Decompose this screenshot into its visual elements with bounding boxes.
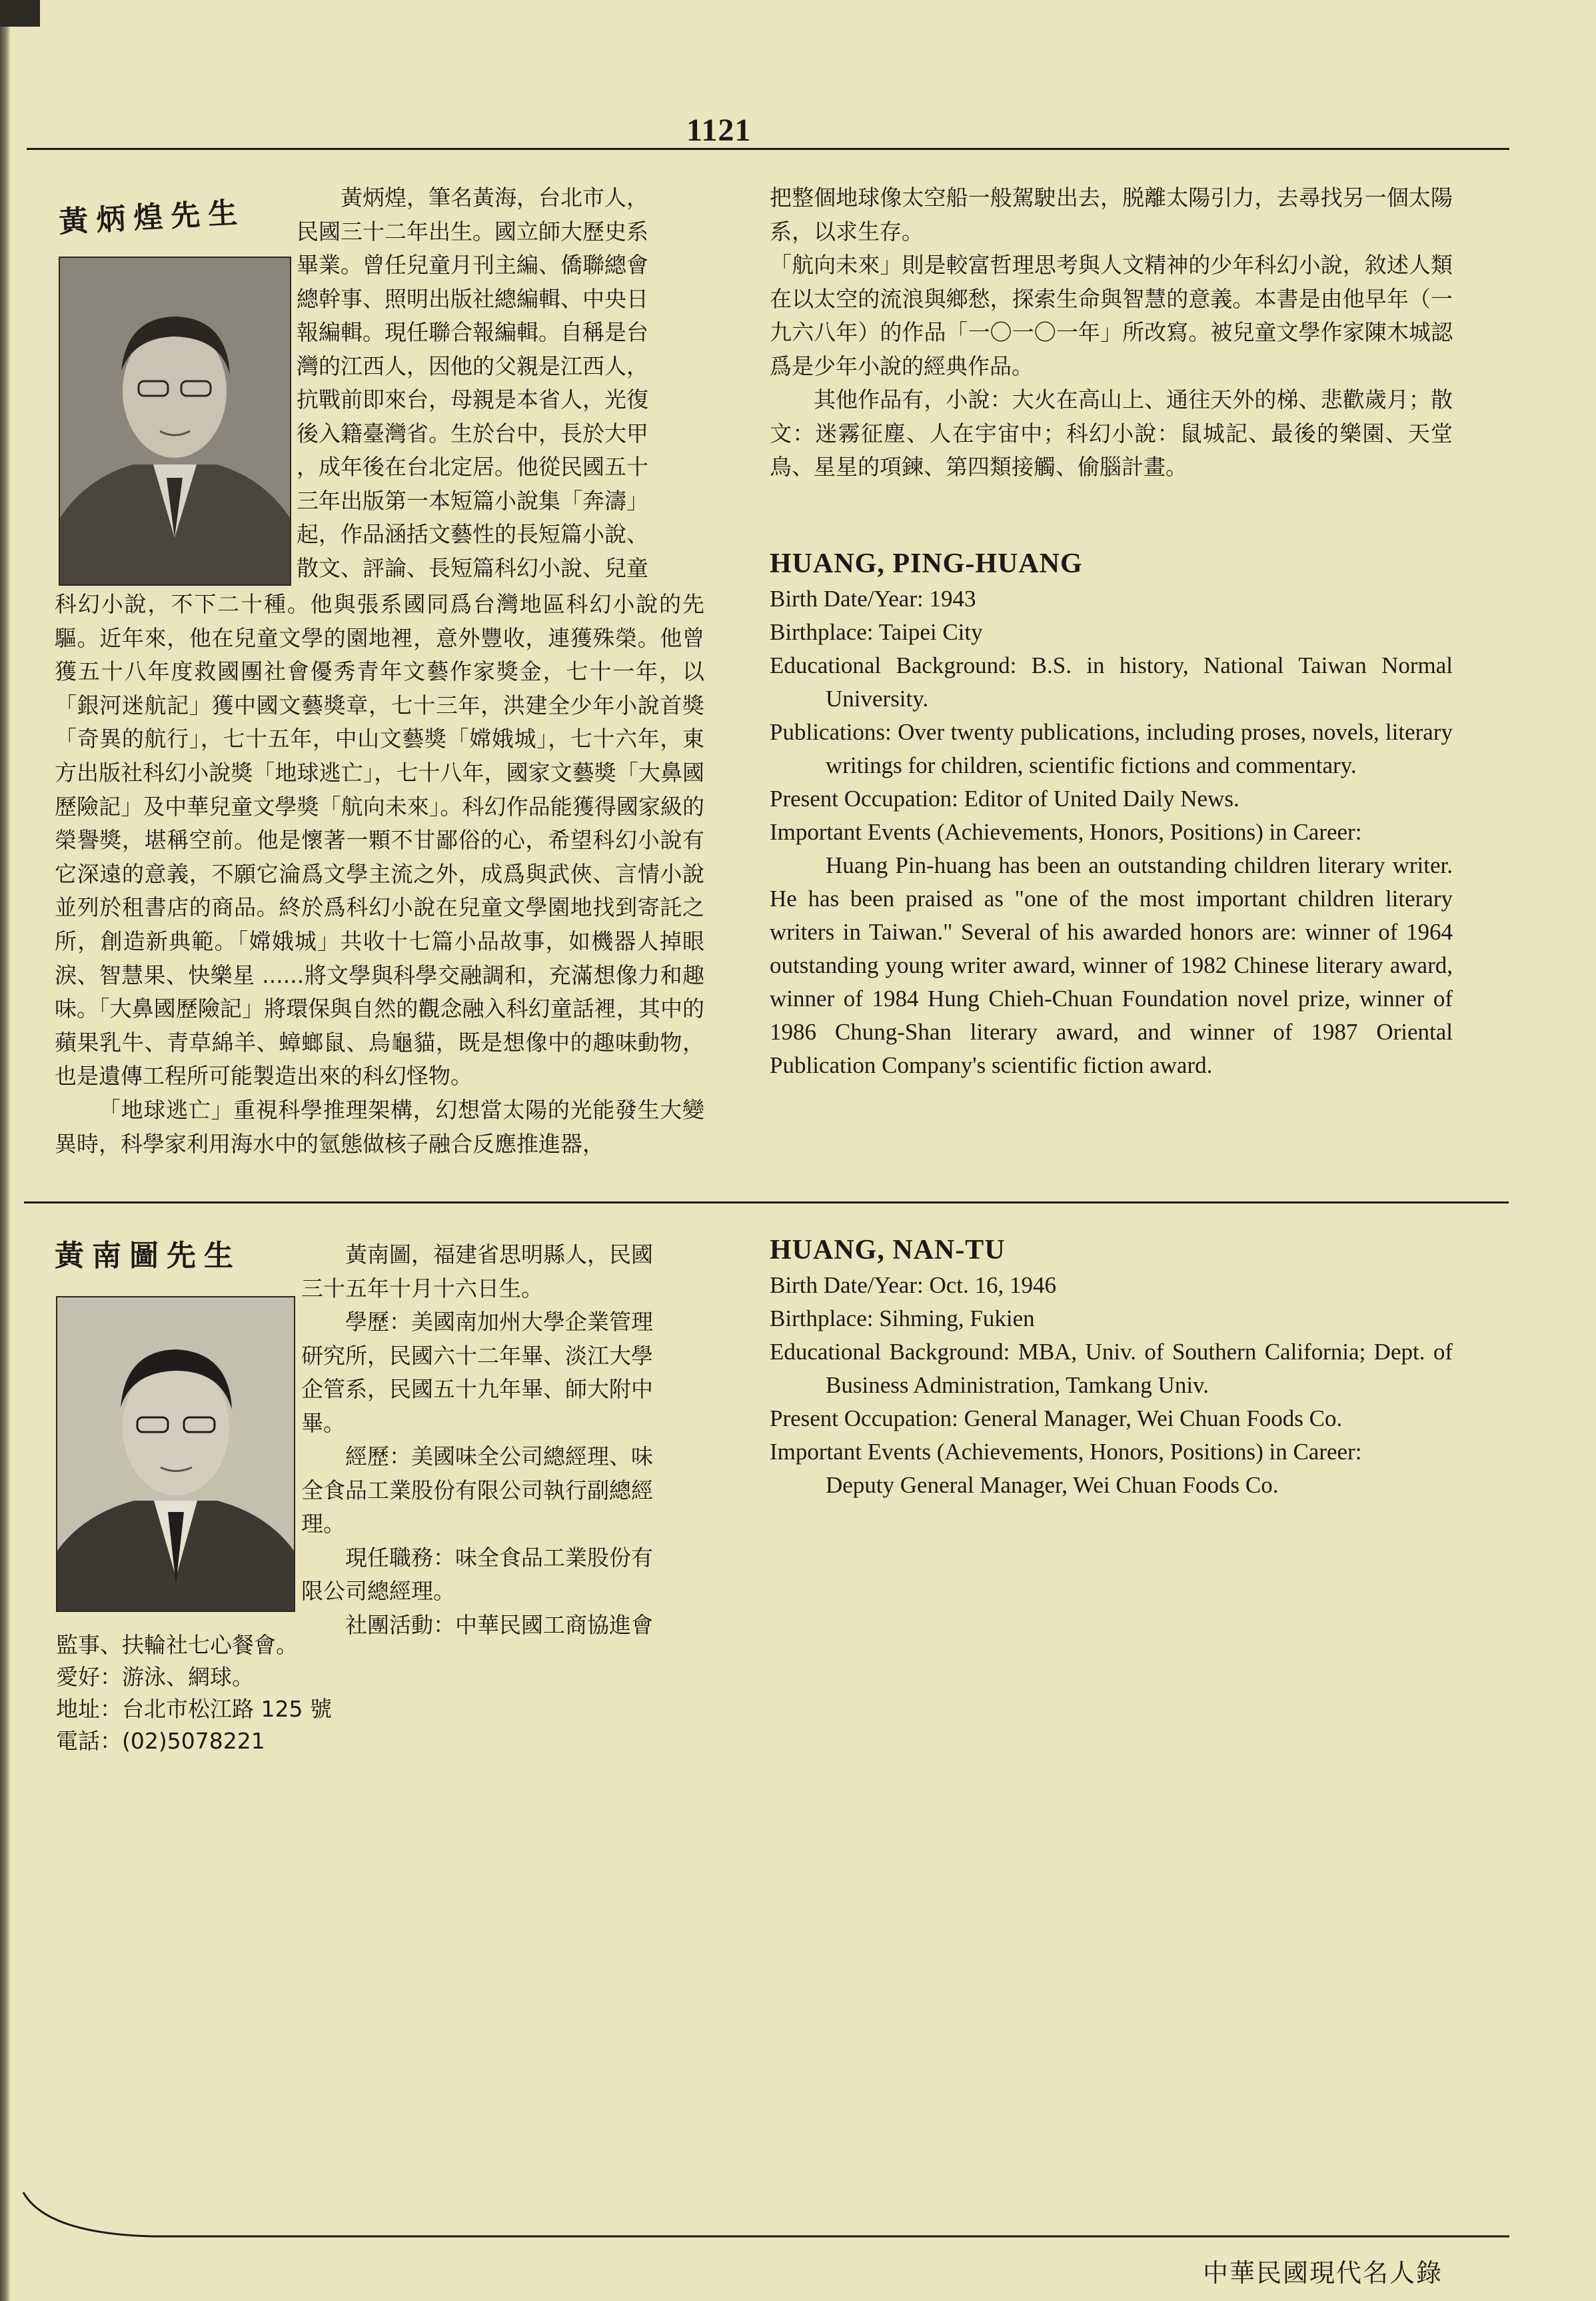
entry1-english xyxy=(770,545,1453,1082)
bio-line: 研究所，民國六十二年畢、淡江大學 xyxy=(301,1342,653,1369)
bio-line: ，成年後在台北定居。他從民國五十 xyxy=(297,454,648,480)
bio-line: 監事、扶輪社七心餐會。 xyxy=(56,1632,298,1658)
occupation: Present Occupation: General Manager, Wei Chuan Foods Co. xyxy=(770,1405,1343,1431)
career-text: Huang Pin-huang has been an outstanding children literary writer. He has been praised as "one of the most important children literary writers in Taiwan." Several of his awarded honors are: winner of 1964 outstanding young writer award, winner of 1982 Chinese literary award, winner of 1984 Hung Chieh-Chuan Foundation novel prize, winner of 1986 Chung-Shan literary award, and winner of 1987 Oriental Publication Company's scientific fiction award. xyxy=(770,852,1453,1078)
address: 地址：台北市松江路 125 號 xyxy=(56,1696,332,1722)
bio-line: 民國三十二年出生。國立師大歷史系 xyxy=(297,218,648,245)
bio-line: 黃南圖，福建省思明縣人，民國 xyxy=(345,1241,653,1267)
birth-date: Birth Date/Year: 1943 xyxy=(770,586,976,612)
entry2-name-zh: 黃南圖先生 xyxy=(55,1239,241,1273)
bio-paragraph: 「航向未來」則是較富哲理思考與人文精神的少年科幻小說，敘述人類在以太空的流浪與鄉愁，探索生命與智慧的意義。本書是由他早年（一九六八年）的作品「一〇一〇一年」所改寫。被兒童文學作家陳木城認爲是少年小說的經典作品。 xyxy=(770,252,1453,379)
bio-line: 後入籍臺灣省。生於台中，長於大甲 xyxy=(297,420,648,446)
bio-line: 散文、評論、長短篇科幻小說、兒童 xyxy=(297,554,648,581)
entry2-bio-after xyxy=(56,1629,656,1757)
bio-line: 總幹事、照明出版社總編輯、中央日 xyxy=(297,285,648,312)
bio-line: 企管系，民國五十九年畢、師大附中 xyxy=(301,1376,653,1402)
bio-line: 起，作品涵括文藝性的長短篇小說、 xyxy=(297,521,648,547)
page-edge-shadow xyxy=(0,0,11,2301)
bio-line: 畢業。曾任兒童月刊主編、僑聯總會 xyxy=(297,252,648,278)
birth-date: Birth Date/Year: Oct. 16, 1946 xyxy=(770,1272,1056,1298)
bio-line: 抗戰前即來台，母親是本省人，光復 xyxy=(297,386,648,412)
bio-line: 社團活動：中華民國工商協進會 xyxy=(345,1611,653,1638)
telephone: 電話：(02)5078221 xyxy=(56,1728,265,1754)
birthplace: Birthplace: Taipei City xyxy=(770,619,983,645)
portrait-illustration xyxy=(60,258,290,584)
bio-line: 報編輯。現任聯合報編輯。自稱是台 xyxy=(297,319,648,345)
header-rule xyxy=(27,148,1509,150)
events-label: Important Events (Achievements, Honors, Positions) in Career: xyxy=(770,819,1362,845)
entry1-portrait-photo xyxy=(59,257,291,586)
entry2-name-en: HUANG, NAN-TU xyxy=(770,1235,1006,1265)
bio-line: 理。 xyxy=(301,1511,345,1537)
bio-line: 經歷：美國味全公司總經理、味 xyxy=(345,1443,653,1469)
bio-paragraph: 其他作品有，小說：大火在高山上、通往天外的梯、悲歡歲月；散文：迷霧征塵、人在宇宙中；科幻小說：鼠城記、最後的樂園、天堂鳥、星星的項鍊、第四類接觸、偷腦計畫。 xyxy=(770,386,1453,480)
portrait-illustration xyxy=(57,1297,294,1611)
entry1-name-zh: 黃炳煌先生 xyxy=(58,195,247,240)
bio-line: 限公司總經理。 xyxy=(301,1578,455,1604)
bio-line: 灣的江西人，因他的父親是江西人， xyxy=(297,353,648,379)
events-label: Important Events (Achievements, Honors, Positions) in Career: xyxy=(770,1439,1362,1465)
bio-line: 黃炳煌，筆名黃海，台北市人， xyxy=(341,185,648,211)
bio-paragraph: 把整個地球像太空船一般駕駛出去，脱離太陽引力，去尋找另一個太陽系，以求生存。 xyxy=(770,185,1453,245)
entry2-bio xyxy=(301,1238,704,1642)
education: Educational Background: MBA, Univ. of Southern California; Dept. of Business Administration, Tamkang Univ. xyxy=(770,1339,1453,1398)
bio-paragraph: 科幻小說，不下二十種。他與張系國同爲台灣地區科幻小說的先驅。近年來，他在兒童文學的園地裡，意外豐收，連獲殊榮。他曾獲五十八年度救國團社會優秀青年文藝作家獎金，七十一年，以「銀河迷航記」獲中國文藝獎章，七十三年，洪建全少年小說首獎「奇異的航行」，七十五年，中山文藝獎「嫦娥城」，七十六年，東方出版社科幻小說獎「地球逃亡」，七十八年，國家文藝獎「大鼻國歷險記」及中華兒童文學獎「航向未來」。科幻作品能獲得國家級的榮譽獎，堪稱空前。他是懷著一顆不甘鄙俗的心，希望科幻小說有它深遠的意義，不願它淪爲文學主流之外，成爲與武俠、言情小說並列於租書店的商品。終於爲科幻小說在兒童文學園地找到寄託之所，創造新典範。「嫦娥城」共收十七篇小品故事，如機器人掉眼淚、智慧果、快樂星 ......將文學與科學交融調和，充滿想像力和趣味。「大鼻國歷險記」將環保與自然的觀念融入科幻童話裡，其中的蘋果乳牛、青草綿羊、蟑螂鼠、烏龜貓，既是想像中的趣味動物，也是遺傳工程所可能製造出來的科幻怪物。 xyxy=(55,591,704,1090)
birthplace: Birthplace: Sihming, Fukien xyxy=(770,1305,1035,1331)
page-number: 1121 xyxy=(686,113,752,148)
entry2-english xyxy=(770,1231,1453,1502)
career-text: Deputy General Manager, Wei Chuan Foods Co. xyxy=(826,1472,1279,1498)
bio-line: 現任職務：味全食品工業股份有 xyxy=(345,1544,653,1571)
bio-paragraph: 「地球逃亡」重視科學推理架構，幻想當太陽的光能發生大變異時，科學家利用海水中的氫態做核子融合反應推進器， xyxy=(55,1096,704,1157)
entry1-bio-full xyxy=(55,588,704,1161)
entry-divider xyxy=(24,1201,1509,1203)
bio-line: 學歷：美國南加州大學企業管理 xyxy=(345,1309,653,1335)
entry2-portrait-photo xyxy=(56,1296,295,1612)
bio-line: 三十五年十月十六日生。 xyxy=(301,1275,543,1301)
entry1-bio-top xyxy=(297,181,704,585)
occupation: Present Occupation: Editor of United Daily News. xyxy=(770,786,1239,812)
hobbies: 愛好：游泳、網球。 xyxy=(56,1664,254,1690)
entry1-name-en: HUANG, PING-HUANG xyxy=(770,548,1083,579)
bio-line: 畢。 xyxy=(301,1409,345,1436)
bio-line: 全食品工業股份有限公司執行副總經 xyxy=(301,1477,653,1503)
publications: Publications: Over twenty publications, including proses, novels, literary writings for children, scientific fictions and commentary. xyxy=(770,719,1453,778)
corner-shadow xyxy=(0,0,40,27)
bio-line: 三年出版第一本短篇小說集「奔濤」 xyxy=(297,487,648,514)
footer-title: 中華民國現代名人錄 xyxy=(1203,2258,1443,2288)
bottom-rule xyxy=(20,2186,1513,2246)
entry1-bio-col2 xyxy=(770,181,1453,484)
education: Educational Background: B.S. in history, National Taiwan Normal University. xyxy=(770,652,1453,712)
